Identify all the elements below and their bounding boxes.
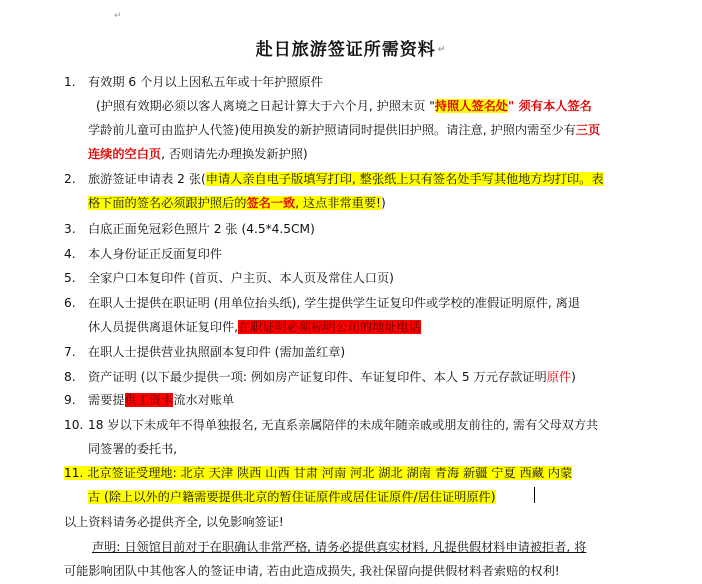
list-item-8: 8. 资产证明 (以下最少提供一项: 例如房产证复印件、车证复印件、本人 5 万元存款证明原件) [64, 370, 576, 384]
list-item-11: 11. 北京签证受理地: 北京 天津 陕西 山西 甘肃 河南 河北 湖北 湖南 青海 新疆 宁夏 西藏 内蒙 [64, 466, 573, 480]
list-item-6: 6. 在职人士提供在职证明 (用单位抬头纸), 学生提供学生证复印件或学校的准假证明原件, 离退 [64, 296, 581, 310]
declaration-line-1: 声明: 日领馆目前对于在职确认非常严格, 请务必提供真实材料, 凡提供假材料申请被拒者, 将 [92, 540, 587, 554]
list-item-1-line-3: 学龄前儿童可由监护人代签)使用换发的新护照请同时提供旧护照。请注意, 护照内需至少有三页 [88, 123, 601, 137]
list-item-9: 9. 需要提供工资卡流水对账单 [64, 393, 235, 407]
list-item-3: 3. 白底正面免冠彩色照片 2 张 (4.5*4.5CM) [64, 222, 315, 236]
list-item-2: 2. 旅游签证申请表 2 张(申请人亲自电子版填写打印, 整张纸上只有签名处手写其他地方均打印。表 [64, 172, 604, 186]
declaration-line-2: 可能影响团队中其他客人的签证申请, 若由此造成损失, 我社保留向提供假材料者索赔的权利! [64, 564, 560, 578]
closing-note: 以上资料请务必提供齐全, 以免影响签证! [64, 515, 284, 529]
list-item-7: 7. 在职人士提供营业执照副本复印件 (需加盖红章) [64, 345, 346, 359]
list-item-6-line-2: 休人员提供离退休证复印件,在职证明必须标明公司的地址电话 [88, 320, 421, 334]
list-item-2-line-2: 格下面的签名必须跟护照后的签名一致, 这点非常重要!) [88, 196, 386, 210]
list-item-10: 10. 18 岁以下未成年不得单独报名, 无直系亲属陪伴的未成年随亲戚或朋友前往的, 需有父母双方共 [64, 418, 599, 432]
list-item-1: 1. 有效期 6 个月以上因私五年或十年护照原件 [64, 75, 323, 89]
document-title: 赴日旅游签证所需资料 ↵ [255, 40, 447, 60]
list-item-1-line-2: (护照有效期必须以客人离境之日起计算大于六个月, 护照末页 "持照人签名处" 须有本人签名 [96, 99, 592, 113]
list-item-4: 4. 本人身份证正反面复印件 [64, 247, 223, 261]
list-item-10-line-2: 同签署的委托书, [88, 442, 178, 456]
paragraph-mark: ↵ [114, 11, 122, 21]
text-cursor [534, 487, 535, 503]
list-item-11-line-2: 古 (除上以外的户籍需要提供北京的暂住证原件或居住证原件/居住证明原件) [88, 490, 496, 504]
list-item-5: 5. 全家户口本复印件 (首页、户主页、本人页及常住人口页) [64, 271, 394, 285]
list-item-1-line-4: 连续的空白页, 否则请先办理换发新护照) [88, 147, 308, 161]
